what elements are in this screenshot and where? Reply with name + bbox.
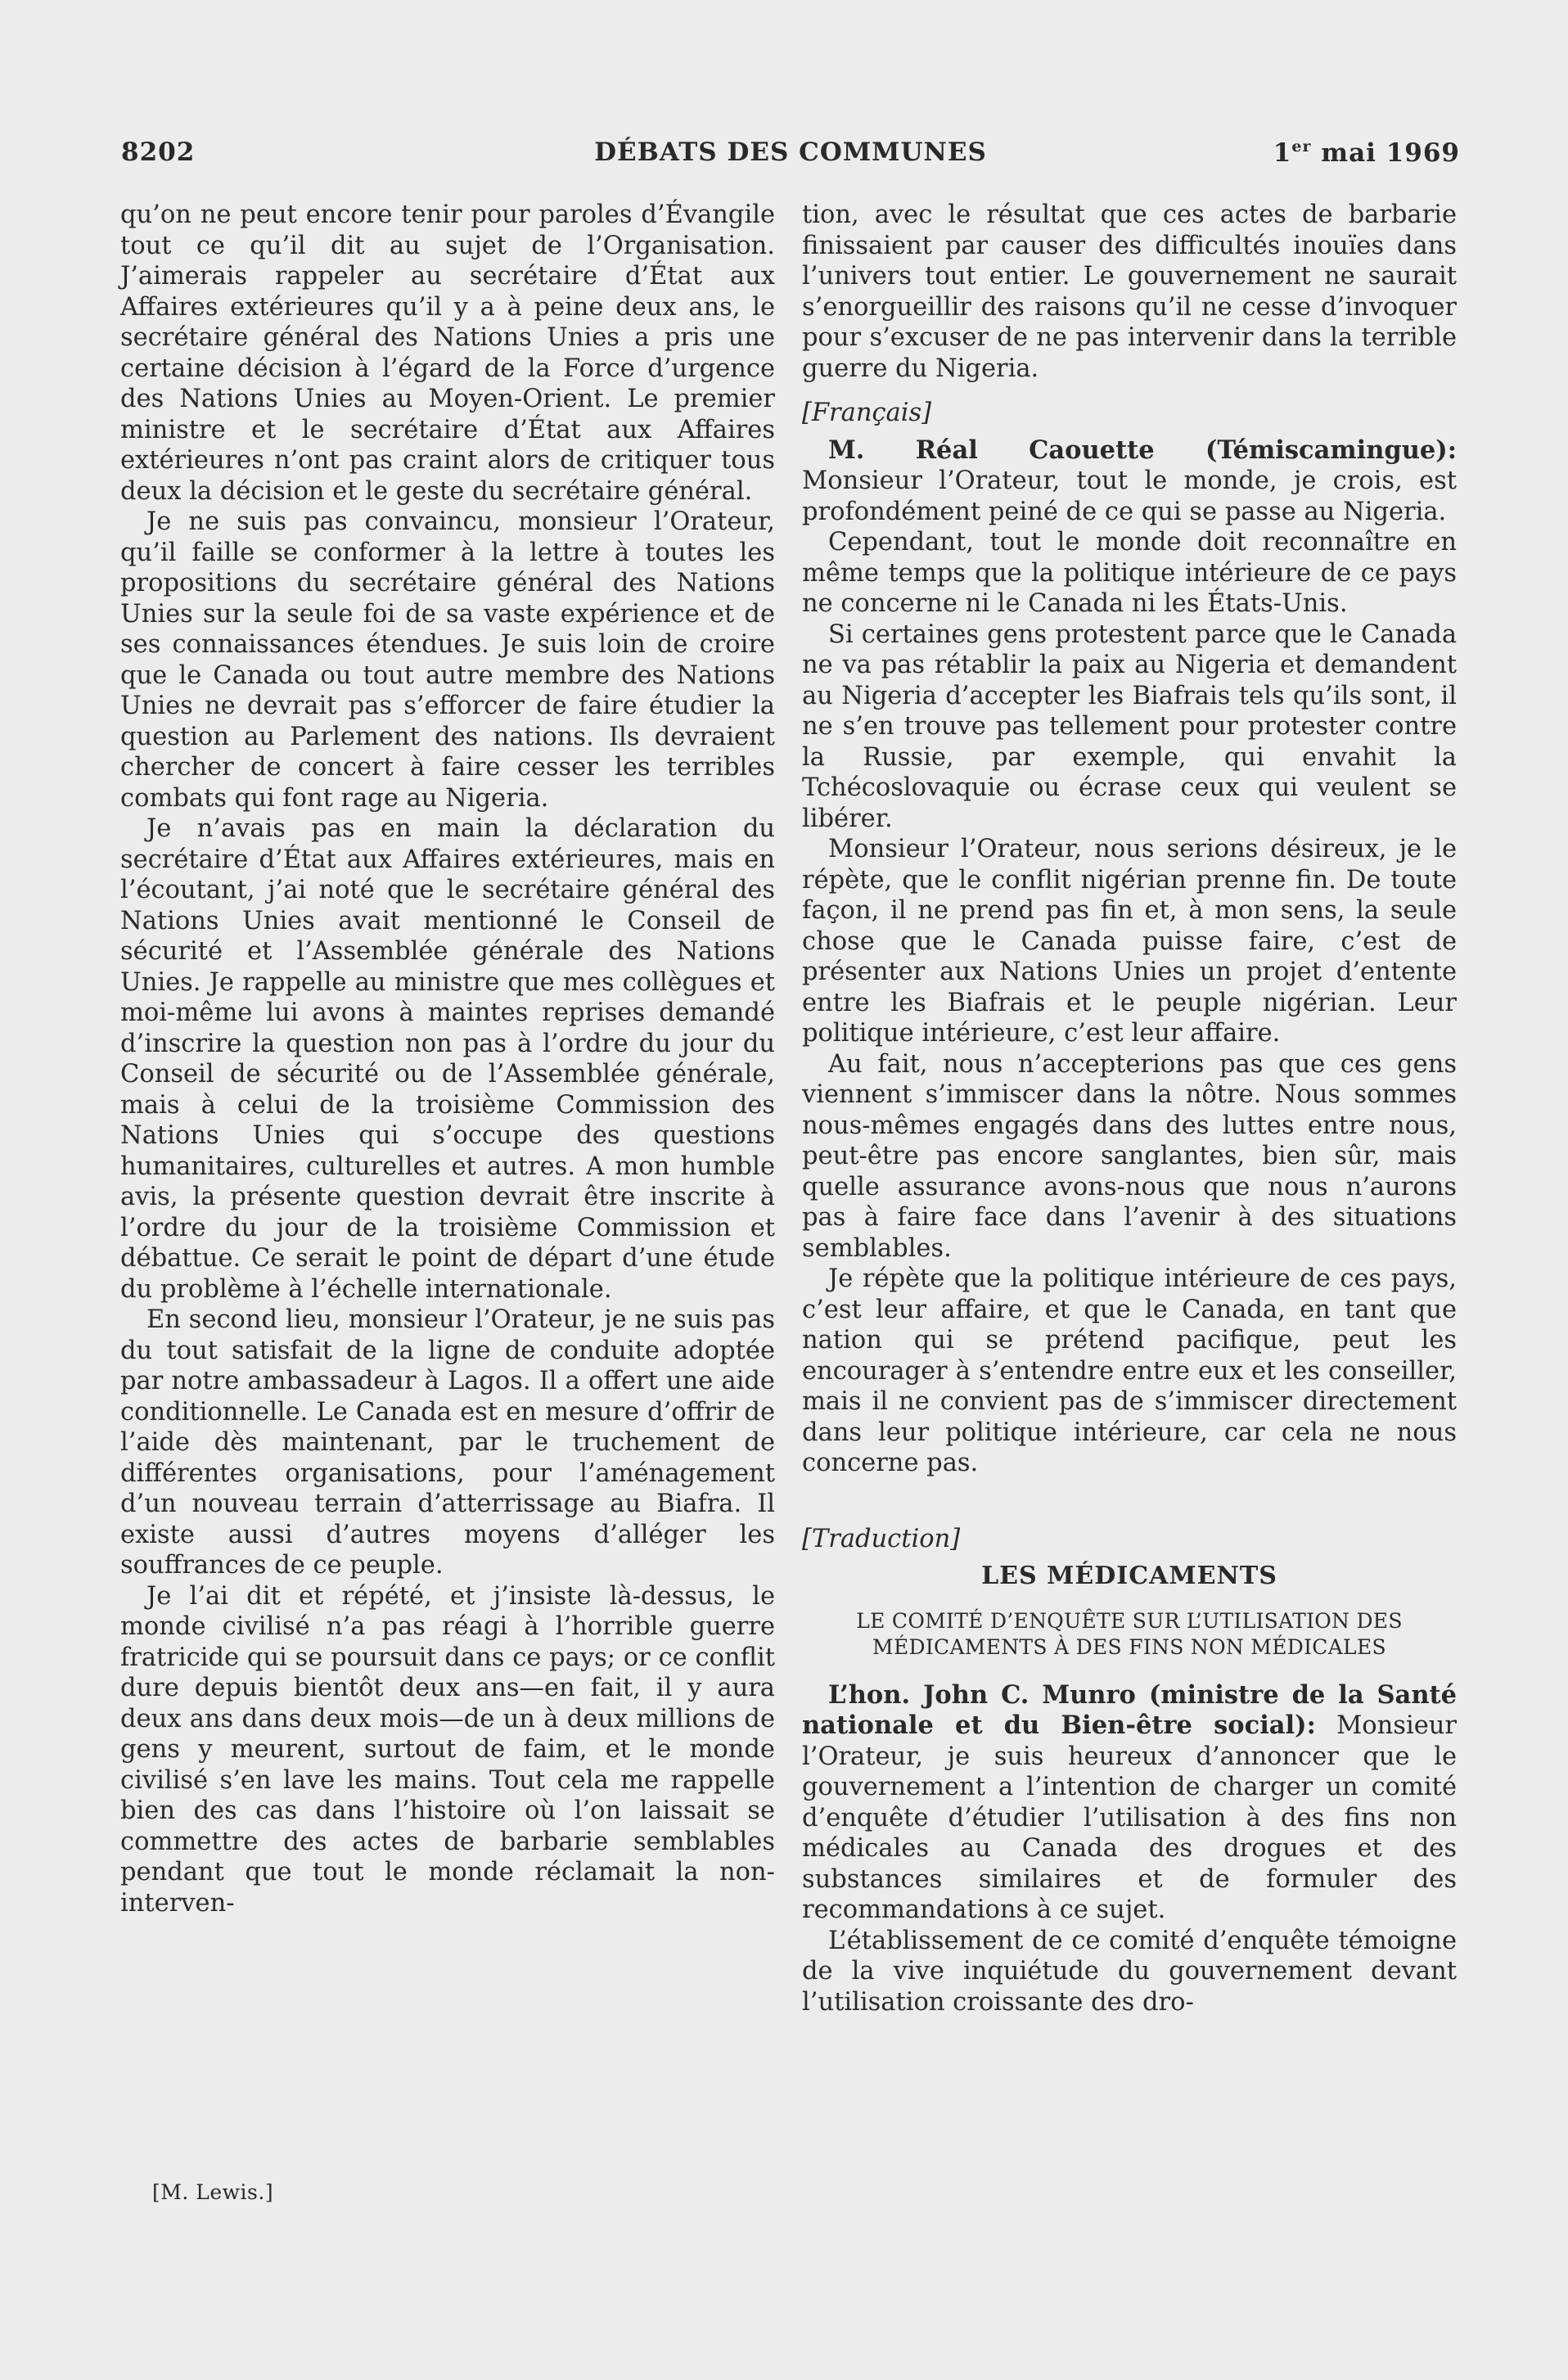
speech-text: Monsieur l’Orateur, tout le monde, je crois, est profondément peiné de ce qui se passe au Nigeria. [802,467,1457,526]
date-day: 1 [1273,138,1292,168]
right-column [802,200,1457,2017]
paragraph: Je l’ai dit et répété, et j’insiste là-dessus, le monde civilisé n’a pas réagi à l’horrible guerre fratricide qui se poursuit dans ce pays; or ce conflit dure depuis bientôt deux ans—en fait, il y aura deux ans dans deux mois—de un à deux millions de gens y meurent, surtout de faim, et le monde civilisé s’en lave les mains. Tout cela me rappelle bien des cas dans l’histoire où l’on laissait se commettre des actes de barbarie semblables pendant que tout le monde réclamait la non-interven- [120,1581,775,1918]
page-date [1273,137,1460,168]
paragraph: Je ne suis pas convaincu, monsieur l’Orateur, qu’il faille se conformer à la lettre à toutes les propositions du secrétaire général des Nations Unies sur la seule foi de sa vaste expérience et de ses connaissances étendues. Je suis loin de croire que le Canada ou tout autre membre des Nations Unies ne devrait pas s’efforcer de faire étudier la question au Parlement des nations. Ils devraient chercher de concert à faire cesser les terribles combats qui font rage au Nigeria. [120,507,775,813]
paragraph: tion, avec le résultat que ces actes de barbarie finissaient par causer des difficultés inouïes dans l’univers tout entier. Le gouvernement ne saurait s’enorgueillir des raisons qu’il ne cesse d’invoquer pour s’excuser de ne pas intervenir dans la terrible guerre du Nigeria. [802,201,1457,383]
speaker-name: L’hon. John C. Munro (ministre de la Santé nationale et du Bien-être social): [802,1679,1457,1740]
section-heading: LES MÉDICAMENTS [981,1562,1277,1590]
speaker-signoff: [M. Lewis.] [152,2180,274,2204]
paragraph: Je répète que la politique intérieure de ces pays, c’est leur affaire, et que le Canada, en tant que nation qui se prétend pacifique, peut les encourager à s’entendre entre eux et les conseiller, mais il ne convient pas de s’immiscer directement dans leur politique intérieure, car cela ne nous concerne pas. [802,1264,1457,1477]
paragraph [802,435,1457,528]
section-subheading: LE COMITÉ D’ENQUÊTE SUR L’UTILISATION DES MÉDICAMENTS À DES FINS NON MÉDICALES [856,1608,1403,1659]
paragraph: Au fait, nous n’accepterions pas que ces gens viennent s’immiscer dans la nôtre. Nous sommes nous-mêmes engagés dans des luttes entre nous, peut-être pas encore sanglantes, bien sûr, mais quelle assurance avons-nous que nous n’aurons pas à faire face dans l’avenir à des situations semblables. [802,1049,1457,1263]
spacer [802,1479,1457,1510]
paragraph: Je n’avais pas en main la déclaration du secrétaire d’État aux Affaires extérieures, mais en l’écoutant, j’ai noté que le secrétaire général des Nations Unies avait mentionné le Conseil de sécurité et l’Assemblée générale des Nations Unies. Je rappelle au ministre que mes collègues et moi-même lui avons à maintes reprises demandé d’inscrire la question non pas à l’ordre du jour du Conseil de sécurité ou de l’Assemblée générale, mais à celui de la troisième Commission des Nations Unies qui s’occupe des questions humanitaires, culturelles et autres. A mon humble avis, la présente question devrait être inscrite à l’ordre du jour de la troisième Commission et débattue. Ce serait le point de départ d’une étude du problème à l’échelle internationale. [120,814,775,1304]
paragraph: Cependant, tout le monde doit reconnaître en même temps que la politique intérieure de ce pays ne concerne ni le Canada ni les États-Unis. [802,528,1457,618]
left-column [120,200,775,1918]
speaker-name: M. Réal Caouette (Témiscamingue): [828,435,1457,465]
paragraph [802,1680,1457,1926]
section-label-traduction: [Traduction] [802,1524,961,1553]
date-superscript: er [1291,137,1312,156]
page-number: 8202 [121,137,196,167]
section-label-francais: [Français] [802,399,932,427]
page-header [121,137,1460,177]
paragraph: Monsieur l’Orateur, nous serions désireux, je le répète, que le conflit nigérian prenne fin. De toute façon, il ne prend pas fin et, à mon sens, la seule chose que le Canada puisse faire, c’est de présenter aux Nations Unies un projet d’entente entre les Biafrais et le peuple nigérian. Leur politique intérieure, c’est leur affaire. [802,835,1457,1048]
paragraph: Si certaines gens protestent parce que le Canada ne va pas rétablir la paix au Nigeria et demandent au Nigeria d’accepter les Biafrais tels qu’ils sont, il ne s’en trouve pas tellement pour protester contre la Russie, par exemple, qui envahit la Tchécoslovaquie ou écrase ceux qui veulent se libérer. [802,620,1457,833]
paragraph: qu’on ne peut encore tenir pour paroles d’Évangile tout ce qu’il dit au sujet de l’Organisation. J’aimerais rappeler au secrétaire d’État aux Affaires extérieures qu’il y a à peine deux ans, le secrétaire général des Nations Unies a pris une certaine décision à l’égard de la Force d’urgence des Nations Unies au Moyen-Orient. Le premier ministre et le secrétaire d’État aux Affaires extérieures n’ont pas craint alors de critiquer tous deux la décision et le geste du secrétaire général. [120,201,775,506]
date-month-year: mai 1969 [1311,138,1460,168]
publication-title: DÉBATS DES COMMUNES [594,137,987,167]
paragraph: En second lieu, monsieur l’Orateur, je ne suis pas du tout satisfait de la ligne de conduite adoptée par notre ambassadeur à Lagos. Il a offert une aide conditionnelle. Le Canada est en mesure d’offrir de l’aide dès maintenant, par le truchement de différentes organisations, pour l’aménagement d’un nouveau terrain d’atterrissage au Biafra. Il existe aussi d’autres moyens d’alléger les souffrances de ce peuple. [120,1305,775,1580]
speech-text: Monsieur l’Orateur, je suis heureux d’annoncer que le gouvernement a l’intention de charger un comité d’enquête d’étudier l’utilisation à des fins non médicales au Canada des drogues et des substances similaires et de formuler des recommandations à ce sujet. [802,1711,1457,1924]
paragraph: L’établissement de ce comité d’enquête témoigne de la vive inquiétude du gouvernement devant l’utilisation croissante des dro- [802,1926,1457,2017]
